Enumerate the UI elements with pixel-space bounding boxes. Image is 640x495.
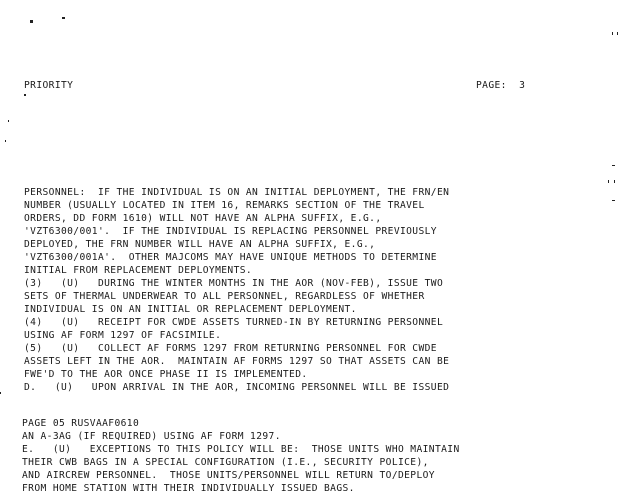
page-marker-line: PAGE 05 RUSVAAF0610: [22, 418, 140, 429]
text-line: PERSONNEL: IF THE INDIVIDUAL IS ON AN INITIAL DEPLOYMENT, THE FRN/EN: [24, 187, 450, 198]
scan-speck: [612, 200, 615, 201]
text-line: (5) (U) COLLECT AF FORMS 1297 FROM RETURNING PERSONNEL FOR CWDE: [24, 343, 437, 354]
text-line: AN A-3AG (IF REQUIRED) USING AF FORM 1297.: [22, 431, 281, 442]
continuation-body: [22, 411, 478, 494]
text-line: D. (U) UPON ARRIVAL IN THE AOR, INCOMING PERSONNEL WILL BE ISSUED: [24, 382, 450, 393]
message-body: [24, 180, 467, 393]
text-line: E. (U) EXCEPTIONS TO THIS POLICY WILL BE: THOSE UNITS WHO MAINTAIN: [22, 444, 460, 455]
text-line: THEIR CWB BAGS IN A SPECIAL CONFIGURATION (I.E., SECURITY POLICE),: [22, 457, 429, 468]
text-line: AND AIRCREW PERSONNEL. THOSE UNITS/PERSONNEL WILL RETURN TO/DEPLOY: [22, 470, 435, 481]
text-line: DEPLOYED, THE FRN NUMBER WILL HAVE AN ALPHA SUFFIX, E.G.,: [24, 239, 376, 250]
page-number-label: PAGE: 3: [476, 80, 526, 91]
scan-speck: [30, 20, 33, 23]
priority-label: PRIORITY: [24, 80, 74, 91]
scan-speck: [8, 120, 9, 122]
text-line: INDIVIDUAL IS ON AN INITIAL OR REPLACEMENT DEPLOYMENT.: [24, 304, 357, 315]
scan-speck: [608, 180, 609, 183]
text-line: FROM HOME STATION WITH THEIR INDIVIDUALLY ISSUED BAGS.: [22, 483, 355, 494]
scan-speck: [0, 392, 1, 394]
text-line: SETS OF THERMAL UNDERWEAR TO ALL PERSONNEL, REGARDLESS OF WHETHER: [24, 291, 425, 302]
text-line: (4) (U) RECEIPT FOR CWDE ASSETS TURNED-IN BY RETURNING PERSONNEL: [24, 317, 444, 328]
text-line: 'VZT6300/001A'. OTHER MAJCOMS MAY HAVE UNIQUE METHODS TO DETERMINE: [24, 252, 437, 263]
text-line: USING AF FORM 1297 OF FACSIMILE.: [24, 330, 222, 341]
scan-speck: [614, 180, 615, 183]
scan-speck: [612, 32, 613, 35]
scan-speck: [5, 140, 6, 142]
scan-speck: [24, 94, 26, 96]
text-line: (3) (U) DURING THE WINTER MONTHS IN THE AOR (NOV-FEB), ISSUE TWO: [24, 278, 444, 289]
text-line: INITIAL FROM REPLACEMENT DEPLOYMENTS.: [24, 265, 253, 276]
text-line: FWE'D TO THE AOR ONCE PHASE II IS IMPLEMENTED.: [24, 369, 308, 380]
text-line: ORDERS, DD FORM 1610) WILL NOT HAVE AN ALPHA SUFFIX, E.G.,: [24, 213, 382, 224]
text-line: 'VZT6300/001'. IF THE INDIVIDUAL IS REPLACING PERSONNEL PREVIOUSLY: [24, 226, 437, 237]
scan-speck: [62, 17, 65, 19]
scan-speck: [617, 32, 618, 35]
text-line: ASSETS LEFT IN THE AOR. MAINTAIN AF FORMS 1297 SO THAT ASSETS CAN BE: [24, 356, 450, 367]
text-line: NUMBER (USUALLY LOCATED IN ITEM 16, REMARKS SECTION OF THE TRAVEL: [24, 200, 425, 211]
scan-speck: [612, 165, 615, 166]
